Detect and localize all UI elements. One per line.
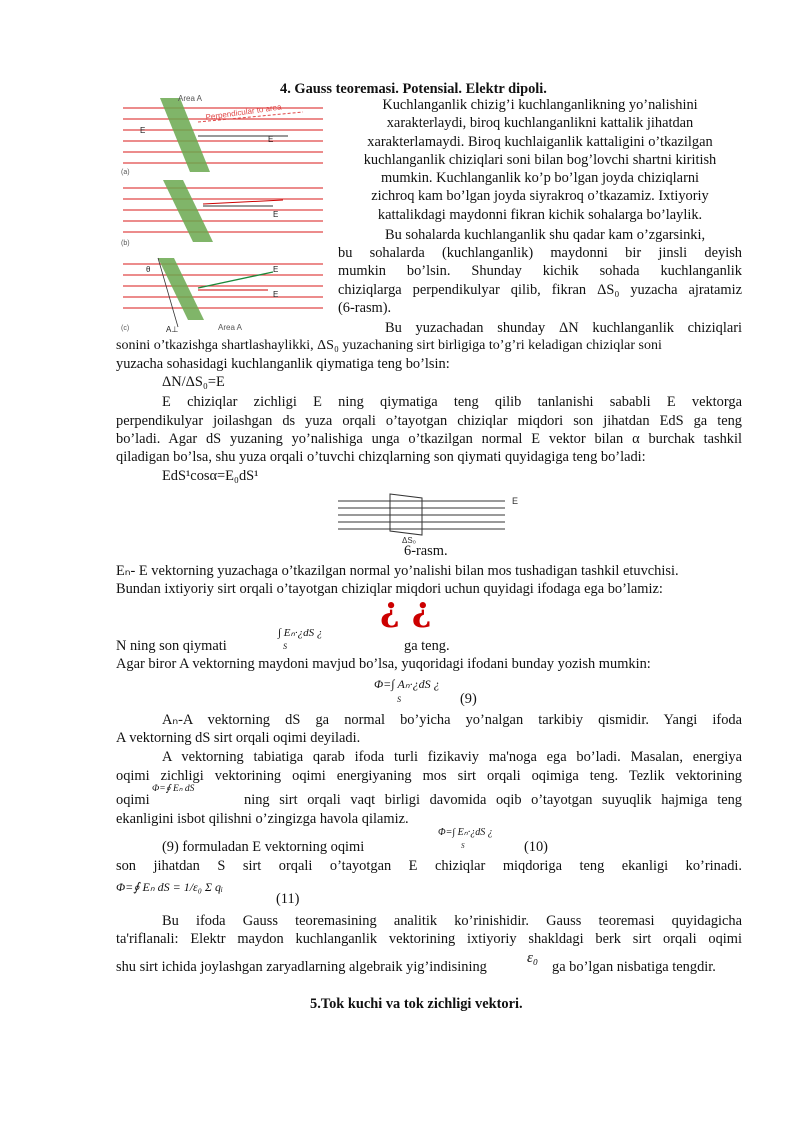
p11-line-0: Bu ifoda Gauss teoremasining analitik ko’rinishidir. Gauss teoremasi quyidagicha [162,913,742,929]
p5-line-1: Bundan ixtiyoriy sirt orqali o’tayotgan chiziqlar miqdori uchun quyidagi ifodaga ega bo’lamiz: [116,581,663,597]
right-column [338,96,742,224]
rc-line: mumkin. Kuchlanganlik ko’p bo’lgan joyda chiziqlarni [380,170,700,187]
e-label-b: E [273,210,279,219]
p6-start: N ning son qiymati [116,638,227,654]
fig6-ds0-label: ΔS₀ [402,536,416,544]
p2-line-1: bu sohalarda (kuchlanganlik) maydonni bir jinsli deyish [338,245,742,261]
epsilon-0: ε₀ [527,950,539,966]
rc-line: zichroq kam bo’lgan joyda siyrakroq o’tkazamiz. Ixtiyoriy [371,188,709,205]
p6-s: S [283,642,287,651]
formula-9-number: (9) [460,691,477,707]
p9-oqimi: oqimi [116,792,150,808]
formula-2: EdS¹cosα=E₀dS¹ [162,468,259,484]
p3-line-0: Bu yuzachadan shunday ΔN kuchlanganlik chiziqlari [385,320,742,336]
e-label-c2: E [273,290,279,299]
p2-line-0: Bu sohalarda kuchlanganlik shu qadar kam o’zgarsinki, [385,227,706,243]
p11-line-2: shu sirt ichida joylashgan zaryadlarning algebraik yig’indisining [116,959,487,975]
flux-figure [118,92,328,334]
flux-figure-svg [118,92,328,334]
theta-label: θ [146,265,151,274]
p9-line-1: oqimi zichligi vektorining oqimi energiyaning mos sirt orqali oqimiga teng. Tezlik vektorining [116,768,742,784]
panel-c-label: (c) [121,325,130,332]
fig6-e-label: E [512,496,519,506]
p6-integral: ∫ Eₙ·¿dS ¿ [278,627,323,639]
p4-line-1: perpendikulyar joilashgan ds yuza orqali o’tayotgan chiziqlar miqdori son jihatdan EdS ga teng [116,413,742,429]
p10-start: (9) formuladan E vektorning oqimi [162,839,365,855]
p10-line-2: son jihatdan S sirt orqali o’tayotgan E chiziqlar miqdoriga teng ekanligi ko’rinadi. [116,858,742,874]
p4-line-0: E chiziqlar zichligi E ning qiymatiga teng qilib tanlanishi sababli E vektorga [162,394,742,410]
formula-10: Φ=∫ Eₙ·¿dS ¿ [438,827,493,838]
figure-6 [330,488,530,544]
p8-line-1: A vektorning dS sirt orqali oqimi deyiladi. [116,730,361,746]
formula-10-s: S [461,842,465,850]
p9-formula: Φ=∮ Eₙ dS [152,784,195,794]
p4-line-2: bo’ladi. Agar dS yuzaning yo’nalishiga unga o’tkazilgan normal E vektor bilan α burchak tashkil [116,431,742,447]
formula-11-number: (11) [276,891,300,907]
p11-line-2-end: ga bo’lgan nisbatiga tengdir. [552,959,716,975]
p8-line-0: Aₙ-A vektorning dS ga normal bo’yicha yo’nalgan tarkibiy qismidir. Yangi ifoda [162,712,742,728]
p2-line-4: (6-rasm). [338,300,392,316]
e-label-a2: E [268,135,274,144]
p5-line-0: Eₙ- E vektorning yuzachaga o’tkazilgan normal yo’nalishi bilan mos tushadigan tashkil etuvchisi. [116,563,679,579]
rc-line: Kuchlanganlik chizig’i kuchlanganlikning yo’nalishini [382,97,698,113]
p2-line-2: mumkin bo’lsin. Shunday kichik sohada kuchlanganlik [338,263,742,279]
section-heading-2: 5.Tok kuchi va tok zichligi vektori. [310,996,523,1012]
panel-a-label: (a) [121,169,130,176]
section-heading: 4. Gauss teoremasi. Potensial. Elektr dipoli. [280,81,547,97]
p3-line-2: yuzacha sohasidagi kuchlanganlik qiymatiga teng bo’lsin: [116,356,450,372]
broken-glyphs: ¿ ¿ [380,590,432,630]
formula-1: ΔN/ΔS₀=E [162,374,225,390]
p4-line-3: qiladigan bo’lsa, shu yuza orqali o’tuvchi chizqlarning son qiymati quyidagiga teng bo’ladi: [116,449,646,465]
p7: Agar biror A vektorning maydoni mavjud bo’lsa, yuqoridagi ifodani bunday yozish mumkin: [116,656,651,672]
panel-b-label: (b) [121,240,130,247]
formula-11: Φ=∮ Eₙ dS = 1/ε₀ Σ qᵢ [116,880,223,894]
p2-line-3: chiziqlarga perpendikulyar qilib, fikran ΔS₀ yuzacha ajratamiz [338,282,742,298]
p11-line-1: ta'riflanali: Elektr maydon kuchlanganlik vektorining ixtiyoriy shakldagi berk sirt orqali oqimi [116,931,742,947]
p6-end: ga teng. [404,638,450,654]
p9-line-0: A vektorning tabiatiga qarab ifoda turli fizikaviy ma'noga ega bo’ladi. Masalan, energiya [162,749,742,765]
p3-line-1: sonini o’tkazishga shartlashaylikki, ΔS₀ yuzachaning sirt birligiga to’g’ri keladigan chiziqlar soni [116,338,662,353]
perpendicular-label: Perpendicular to area [205,102,283,122]
p9-line-2: ning sirt orqali vaqt birligi davomida oqib o’tayotgan suyuqlik hajmiga teng [244,792,742,808]
figure-6-caption: 6-rasm. [404,543,448,559]
rc-line: xarakterlaydi, biroq kuchlanganlikni kattalik jihatdan [386,115,694,132]
e-label-c1: E [273,265,279,274]
formula-10-number: (10) [524,839,548,855]
area-a-label: Area A [178,94,203,103]
p9-line-3: ekanligini isbot qilishni o’zingizga havola qilamiz. [116,811,409,827]
rc-line: kattalikdagi maydonni fikran kichik sohalarga bo’laylik. [377,206,703,223]
e-label-a: E [140,126,146,135]
a-perp-label: A⊥ [166,325,179,334]
area-a2-label: Area A [218,323,243,332]
formula-9-s: S [397,695,401,704]
figure-6-svg [330,488,530,544]
rc-line: xarakterlamaydi. Biroq kuchlaiganlik kattaligini o’tkazilgan [367,133,713,150]
rc-line: kuchlanganlik chiziqlari soni bilan bog’lovchi shartni kiritish [363,151,717,168]
formula-9: Φ=∫ Aₙ·¿dS ¿ [374,677,440,691]
